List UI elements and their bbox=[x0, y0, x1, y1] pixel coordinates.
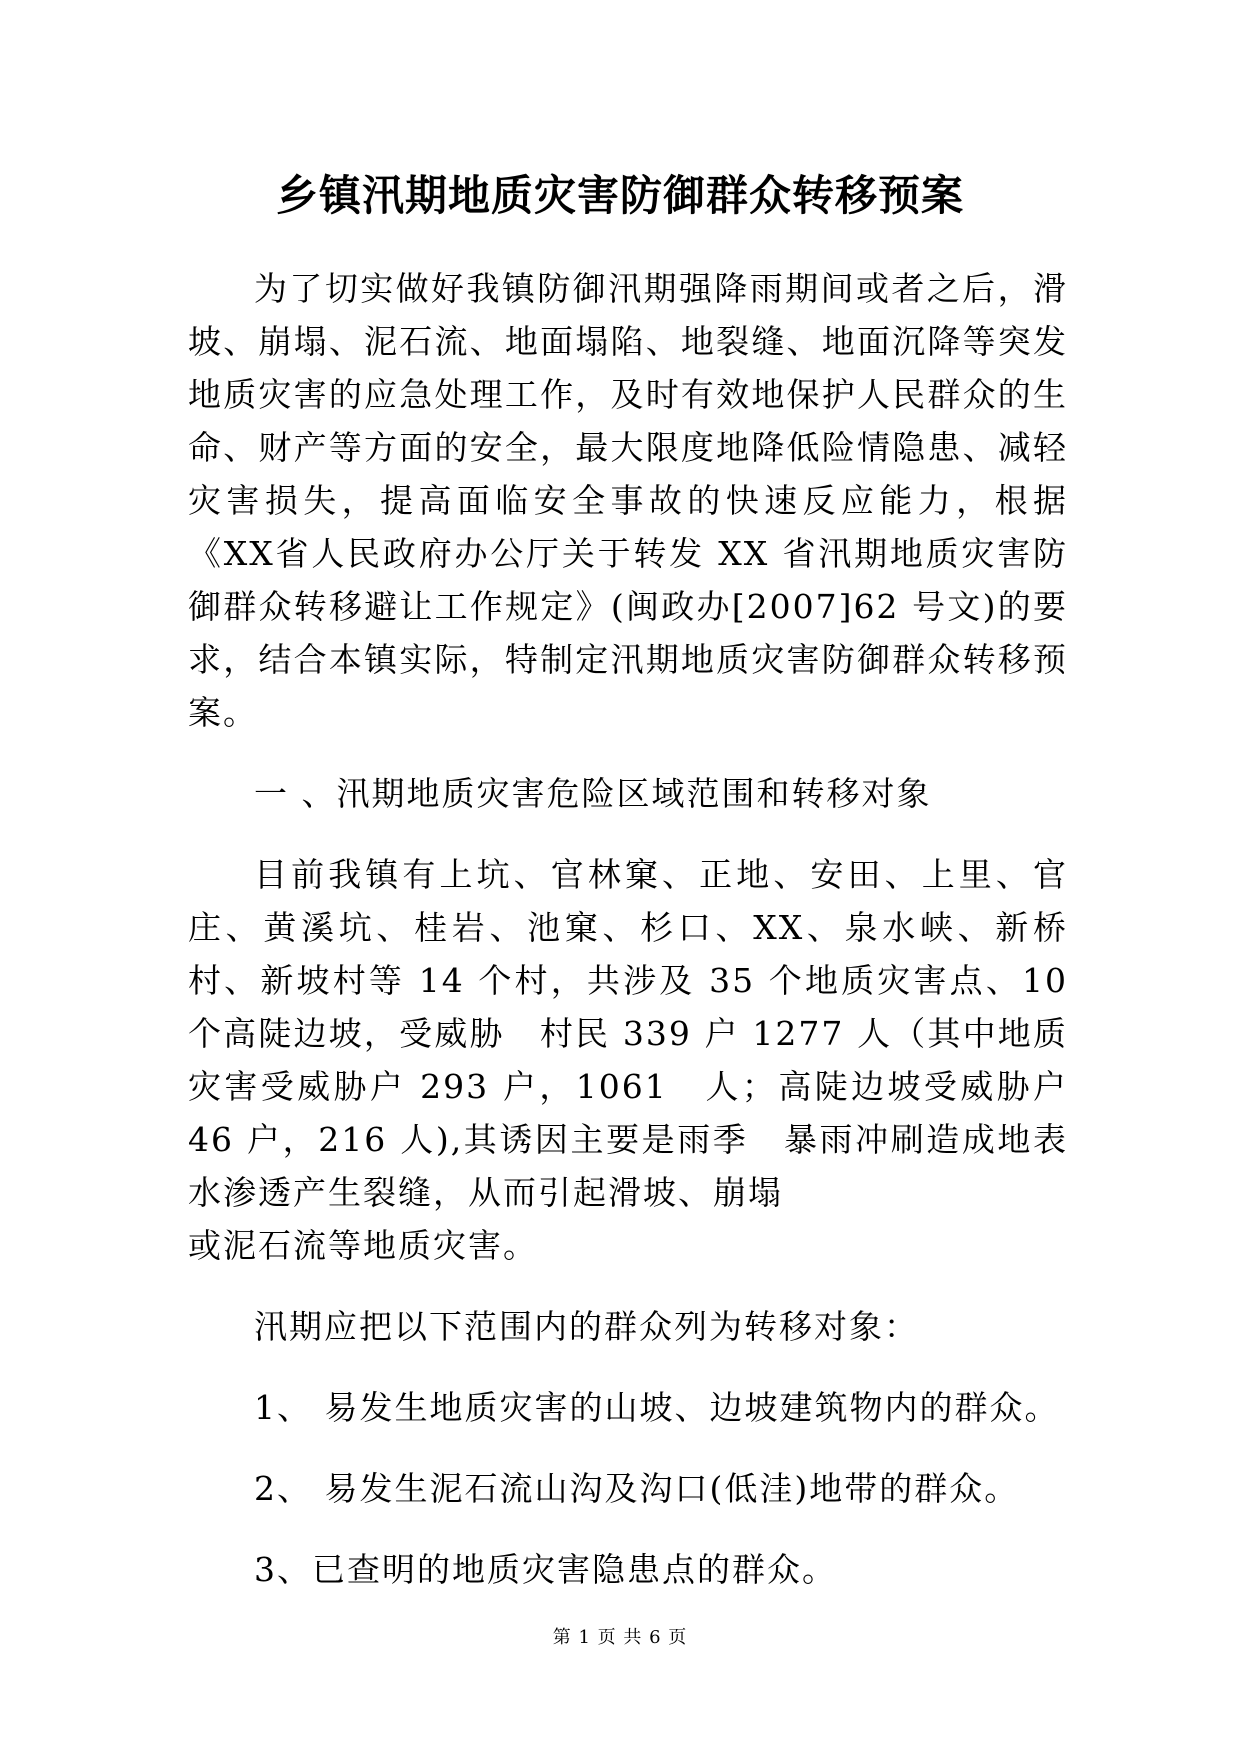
transfer-targets-intro: 汛期应把以下范围内的群众列为转移对象： bbox=[254, 1307, 919, 1346]
list-item: 3、已查明的地质灾害隐患点的群众。 bbox=[254, 1550, 837, 1589]
intro-paragraph: 为了切实做好我镇防御汛期强降雨期间或者之后，滑坡、崩塌、泥石流、地面塌陷、地裂缝、地面沉降等突发地质灾害的应急处理工作，及时有效地保护人民群众的生命、财产等方面的安全，最大限度地降低险情隐患、减轻灾害损失，提高面临安全事故的快速反应能力，根据《XX省人民政府办公厅关于转发 XX 省汛期地质灾害防御群众转移避让工作规定》(闽政办[2007]62 号文)的要求，结合本镇实际，特制定汛期地质灾害防御群众转移预案。 bbox=[188, 269, 1068, 732]
section-paragraph: 目前我镇有上坑、官林窠、正地、安田、上里、官庄、黄溪坑、桂岩、池窠、杉口、XX、泉水峡、新桥村、新坡村等 14 个村，共涉及 35 个地质灾害点、10 个高陡边坡，受威胁 村民 339 户 1277 人（其中地质灾害受威胁户 293 户，1061 人；高陡边坡受威胁户 46 户，216 人),其诱因主要是雨季 暴雨冲刷造成地表水渗透产生裂缝，从而引起滑坡、崩塌 bbox=[188, 855, 1068, 1212]
section-heading: 一 、汛期地质灾害危险区域范围和转移对象 bbox=[254, 774, 932, 813]
document-body bbox=[188, 262, 1068, 1624]
list-item: 1、 易发生地质灾害的山坡、边坡建筑物内的群众。 bbox=[254, 1388, 1060, 1427]
section-paragraph-continuation: 或泥石流等地质灾害。 bbox=[188, 1226, 538, 1265]
list-item: 2、 易发生泥石流山沟及沟口(低洼)地带的群众。 bbox=[254, 1469, 1020, 1508]
page-number: 第 1 页 共 6 页 bbox=[552, 1627, 688, 1648]
document-title: 乡镇汛期地质灾害防御群众转移预案 bbox=[275, 171, 964, 220]
